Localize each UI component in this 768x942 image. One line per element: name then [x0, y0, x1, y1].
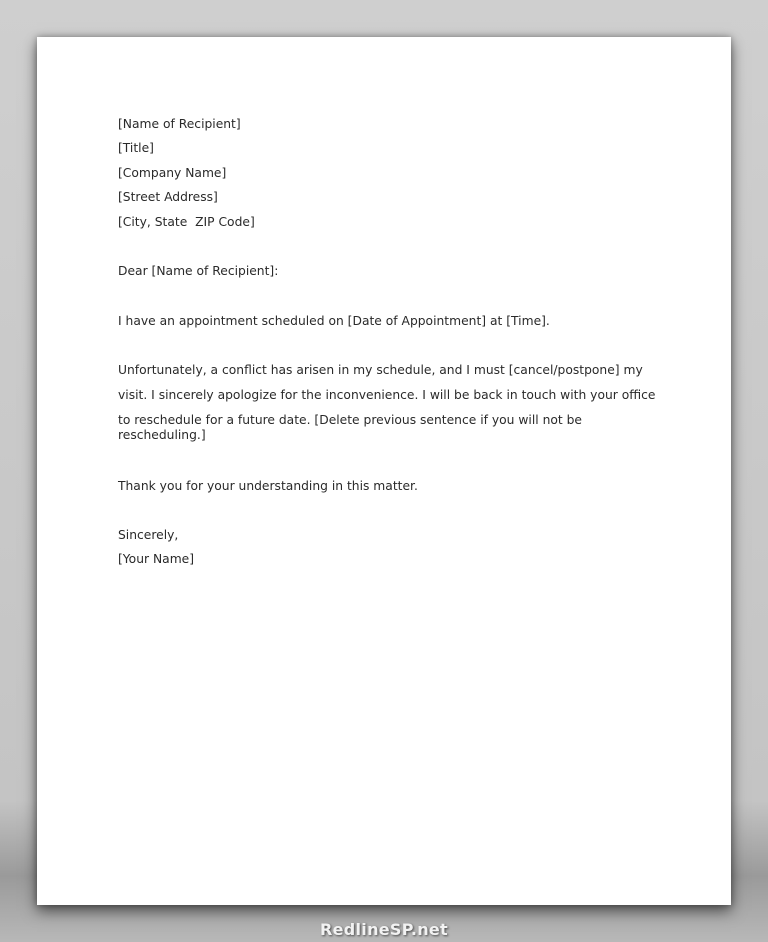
paragraph-2-line-2: visit. I sincerely apologize for the inconvenience. I will be back in touch with your office — [118, 388, 656, 402]
salutation: Dear [Name of Recipient]: — [118, 264, 279, 278]
company-name: [Company Name] — [118, 166, 227, 180]
watermark: RedlineSP.net — [319, 920, 449, 939]
signature: [Your Name] — [118, 552, 195, 566]
city-state-zip: [City, State ZIP Code] — [118, 215, 255, 229]
recipient-title: [Title] — [118, 141, 154, 155]
paragraph-2-line-1: Unfortunately, a conflict has arisen in my schedule, and I must [cancel/postpone] my — [118, 363, 643, 377]
paragraph-2-line-4: rescheduling.] — [118, 428, 206, 442]
paragraph-1: I have an appointment scheduled on [Date of Appointment] at [Time]. — [118, 314, 550, 328]
street-address: [Street Address] — [118, 190, 218, 204]
paragraph-3: Thank you for your understanding in this matter. — [118, 479, 418, 493]
recipient-name: [Name of Recipient] — [118, 117, 241, 131]
paragraph-2-line-3: to reschedule for a future date. [Delete previous sentence if you will not be — [118, 413, 582, 427]
closing: Sincerely, — [118, 528, 179, 542]
letter-page — [37, 37, 731, 905]
